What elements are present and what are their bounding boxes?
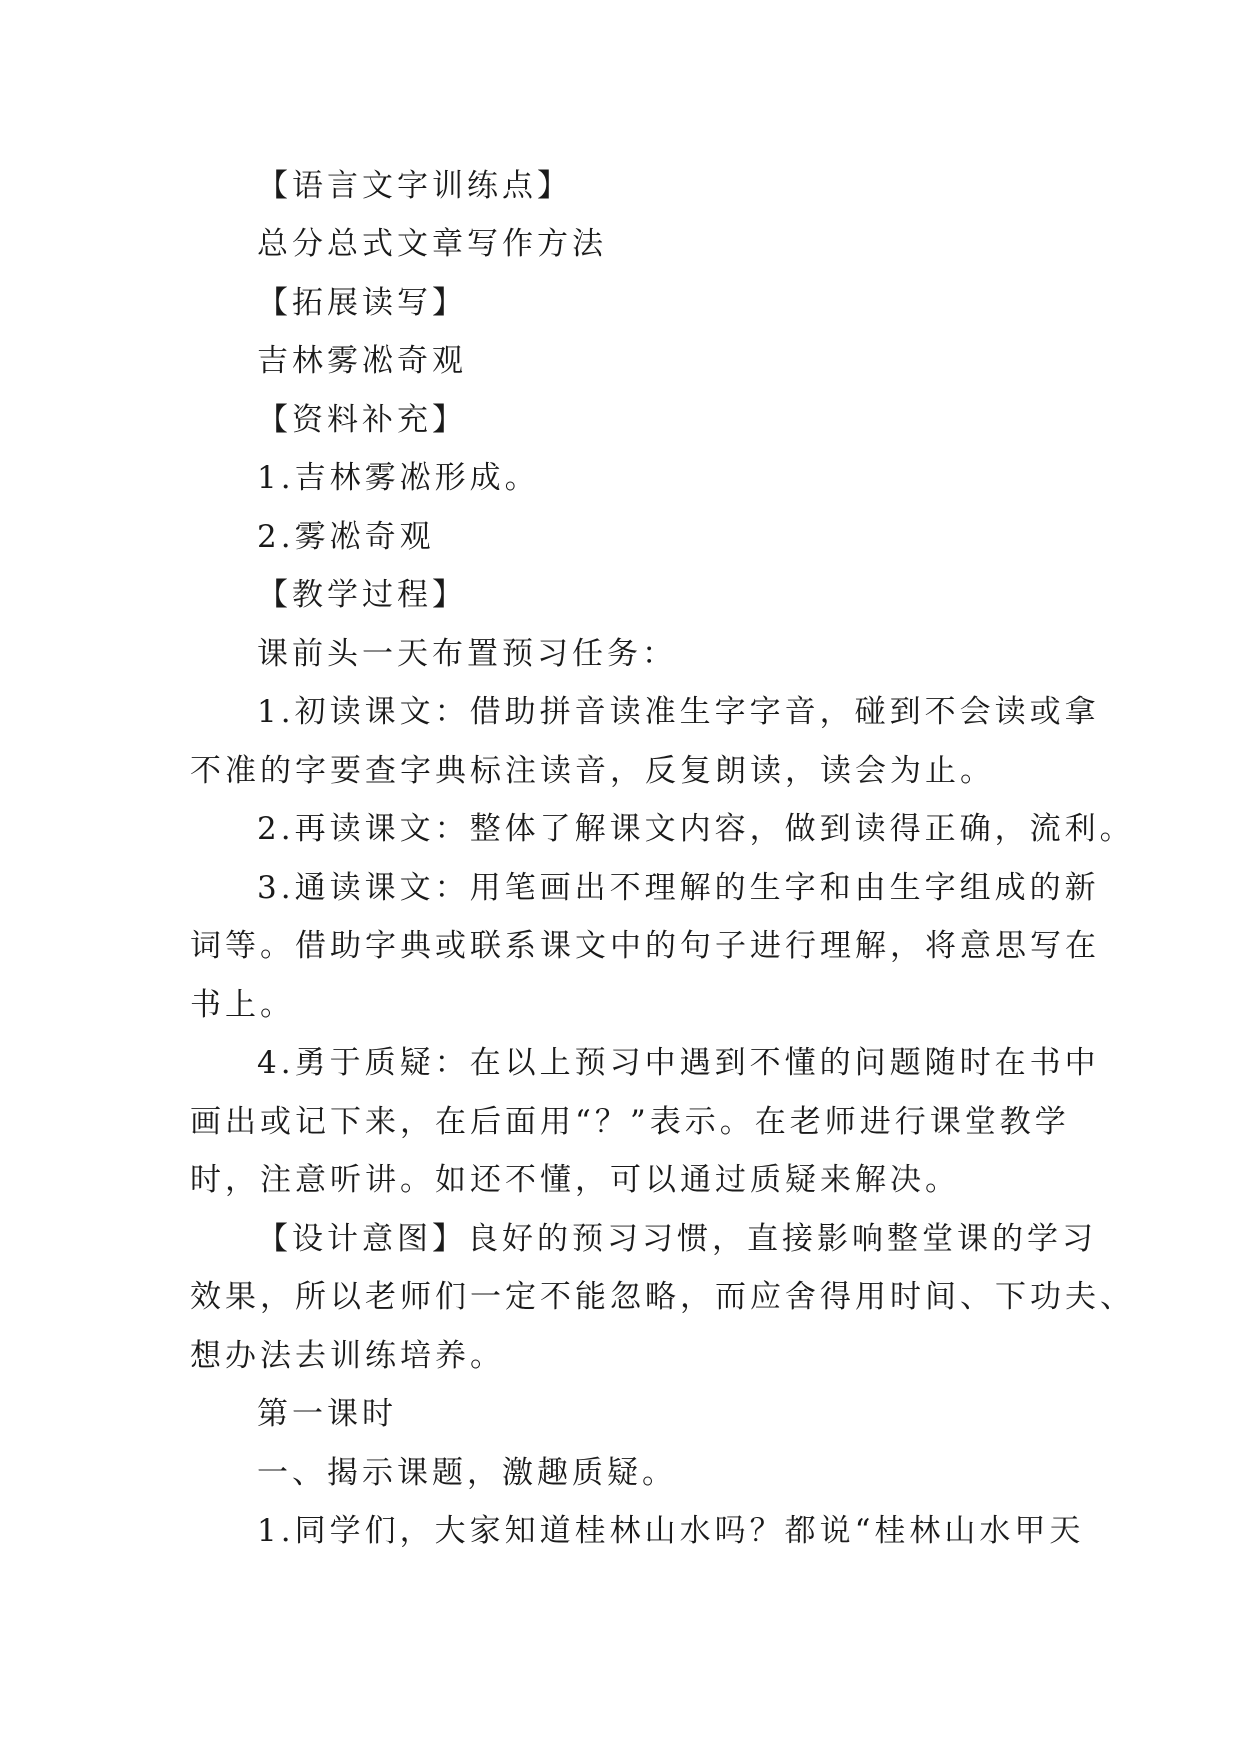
section-heading-teaching-process: 【教学过程】	[257, 577, 467, 613]
list-item: 4.勇于质疑：在以上预习中遇到不懂的问题随时在书中	[257, 1045, 1100, 1081]
lesson-heading: 第一课时	[257, 1396, 397, 1432]
paragraph-line: 书上。	[190, 987, 295, 1023]
list-item: 1.吉林雾凇形成。	[257, 460, 540, 496]
step-heading: 一、揭示课题，激趣质疑。	[257, 1455, 677, 1491]
list-item: 1.初读课文：借助拼音读准生字字音，碰到不会读或拿	[257, 694, 1100, 730]
paragraph-line: 吉林雾凇奇观	[257, 343, 467, 379]
list-item: 1.同学们，大家知道桂林山水吗？都说“桂林山水甲天	[257, 1513, 1085, 1549]
paragraph-line: 想办法去训练培养。	[190, 1338, 505, 1374]
section-heading-language-training: 【语言文字训练点】	[257, 168, 572, 204]
section-heading-supplementary-material: 【资料补充】	[257, 402, 467, 438]
paragraph-line: 词等。借助字典或联系课文中的句子进行理解，将意思写在	[190, 928, 1100, 964]
paragraph-line: 总分总式文章写作方法	[257, 226, 607, 262]
design-intent-paragraph: 【设计意图】良好的预习习惯，直接影响整堂课的学习	[257, 1221, 1097, 1257]
paragraph-line: 画出或记下来，在后面用“？”表示。在老师进行课堂教学	[190, 1104, 1070, 1140]
paragraph-line: 时，注意听讲。如还不懂，可以通过质疑来解决。	[190, 1162, 960, 1198]
list-item: 2.雾凇奇观	[257, 519, 435, 555]
list-item: 2.再读课文：整体了解课文内容，做到读得正确，流利。	[257, 811, 1135, 847]
section-heading-extended-reading: 【拓展读写】	[257, 285, 467, 321]
list-item: 3.通读课文：用笔画出不理解的生字和由生字组成的新	[257, 870, 1100, 906]
paragraph-line: 效果，所以老师们一定不能忽略，而应舍得用时间、下功夫、	[190, 1279, 1135, 1315]
paragraph-line: 不准的字要查字典标注读音，反复朗读，读会为止。	[190, 753, 995, 789]
paragraph-line: 课前头一天布置预习任务：	[257, 636, 677, 672]
